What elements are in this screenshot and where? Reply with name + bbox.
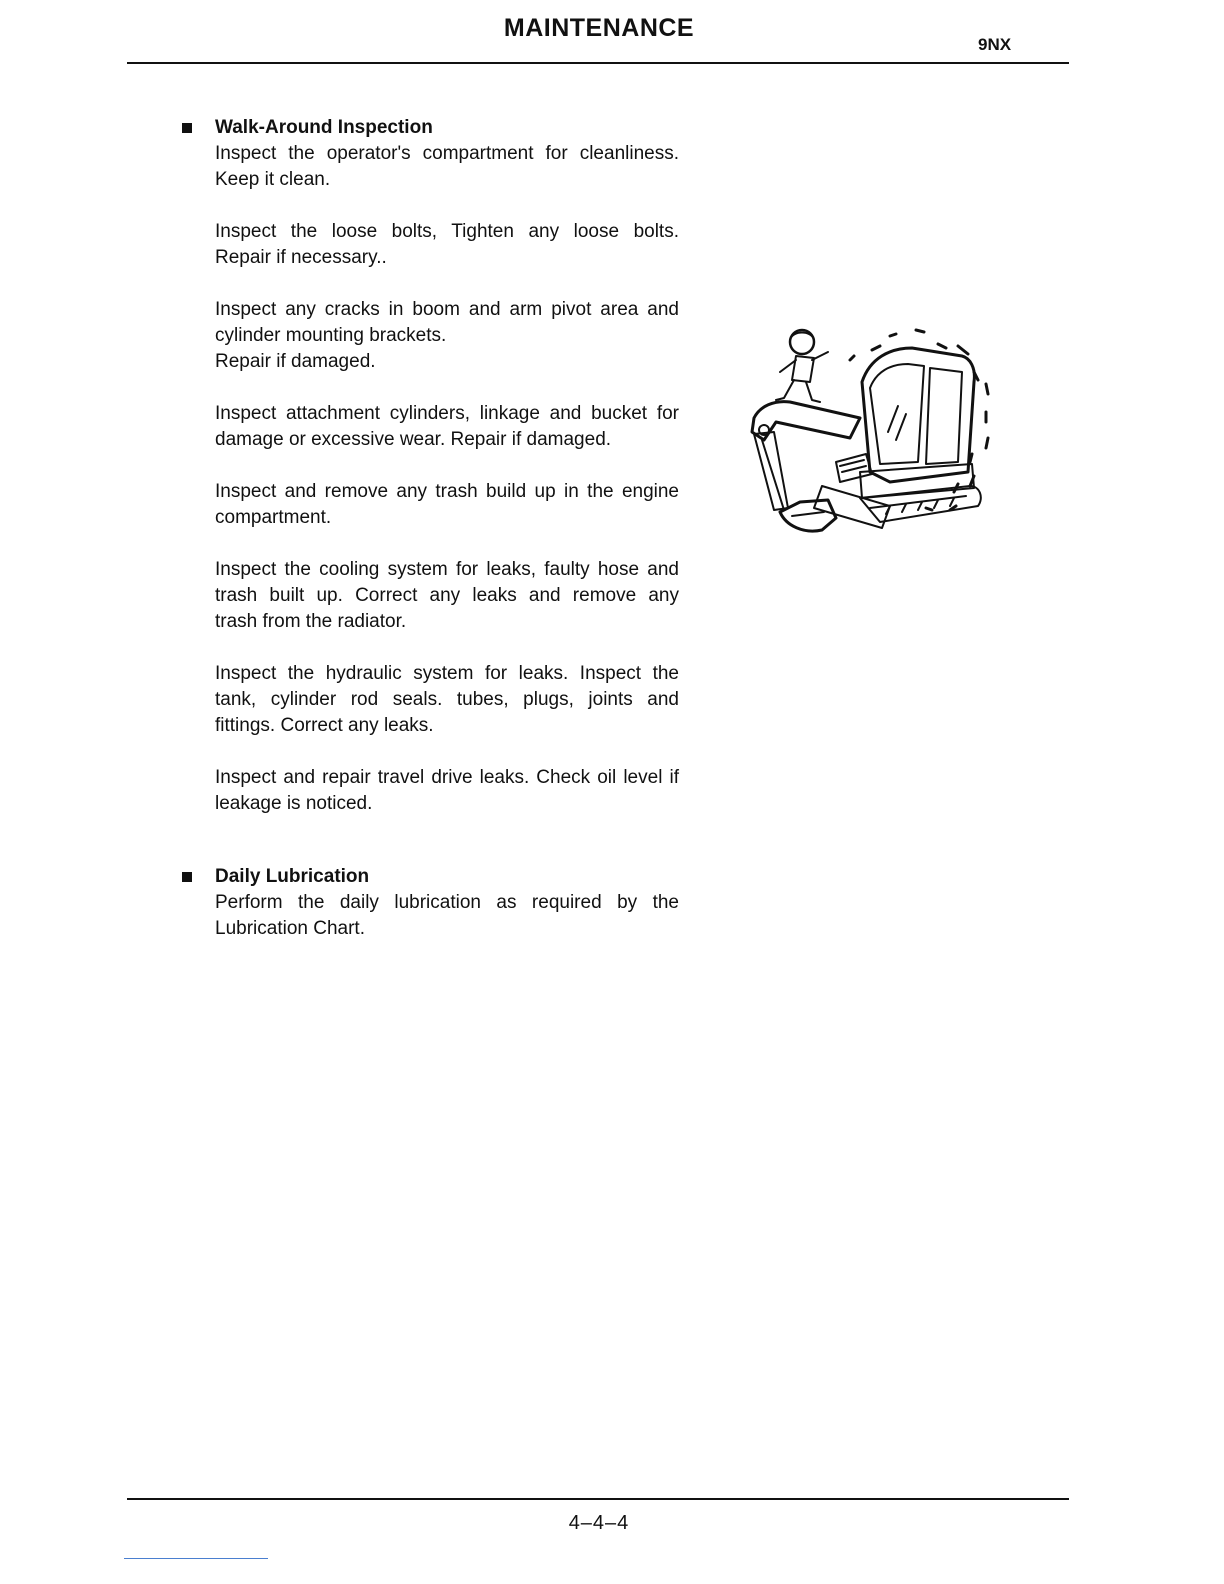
paragraph-line: compartment. [215, 507, 332, 528]
lubrication-heading-text: Daily Lubrication [215, 866, 370, 887]
lubrication-heading [180, 864, 680, 890]
paragraph-line: trash from the radiator. [215, 611, 407, 632]
square-bullet-icon [182, 123, 192, 133]
walkaround-paragraph [215, 297, 679, 375]
paragraph-line: tank, cylinder rod seals. tubes, plugs, joints and [215, 689, 679, 710]
walkaround-paragraph [215, 219, 679, 271]
walkaround-heading-text: Walk-Around Inspection [215, 117, 433, 138]
paragraph-line: Inspect the cooling system for leaks, faulty hose and [215, 559, 679, 580]
walkaround-paragraph [215, 401, 679, 453]
walkaround-paragraph [215, 479, 679, 531]
paragraph-line: Perform the daily lubrication as required by the [215, 892, 679, 913]
walkaround-section [180, 115, 680, 843]
paragraph-line: Repair if damaged. [215, 351, 376, 372]
paragraph-line: Keep it clean. [215, 169, 331, 190]
paragraph-line: fittings. Correct any leaks. [215, 715, 434, 736]
page-number: 4–4–4 [568, 1512, 630, 1534]
paragraph-line: leakage is noticed. [215, 793, 373, 814]
lubrication-paragraph [215, 890, 679, 942]
model-code: 9NX [978, 35, 1012, 54]
paragraph-line: Inspect the loose bolts, Tighten any loose bolts. [215, 221, 679, 242]
paragraph-line: Inspect attachment cylinders, linkage and bucket for [215, 403, 679, 424]
paragraph-line: Inspect any cracks in boom and arm pivot area and [215, 299, 679, 320]
walkaround-paragraph [215, 141, 679, 193]
paragraph-line: Repair if necessary.. [215, 247, 387, 268]
footer-divider [127, 1498, 1069, 1500]
paragraph-line: Inspect and remove any trash build up in the engine [215, 481, 679, 502]
paragraph-line: cylinder mounting brackets. [215, 325, 447, 346]
walkaround-paragraph [215, 557, 679, 635]
lubrication-section [180, 864, 680, 968]
walkaround-heading [180, 115, 680, 141]
paragraph-line: Inspect the operator's compartment for cleanliness. [215, 143, 679, 164]
header-divider [127, 62, 1069, 64]
paragraph-line: damage or excessive wear. Repair if damaged. [215, 429, 612, 450]
paragraph-line: trash built up. Correct any leaks and remove any [215, 585, 679, 606]
paragraph-line: Lubrication Chart. [215, 918, 365, 939]
corner-divider [124, 1558, 268, 1559]
paragraph-line: Inspect the hydraulic system for leaks. Inspect the [215, 663, 679, 684]
excavator-walkaround-illustration [740, 322, 996, 540]
walkaround-paragraph [215, 661, 679, 739]
square-bullet-icon [182, 872, 192, 882]
paragraph-line: Inspect and repair travel drive leaks. Check oil level if [215, 767, 679, 788]
excavator-icon [740, 322, 996, 540]
page-title: MAINTENANCE [503, 14, 695, 42]
walkaround-paragraph [215, 765, 679, 817]
